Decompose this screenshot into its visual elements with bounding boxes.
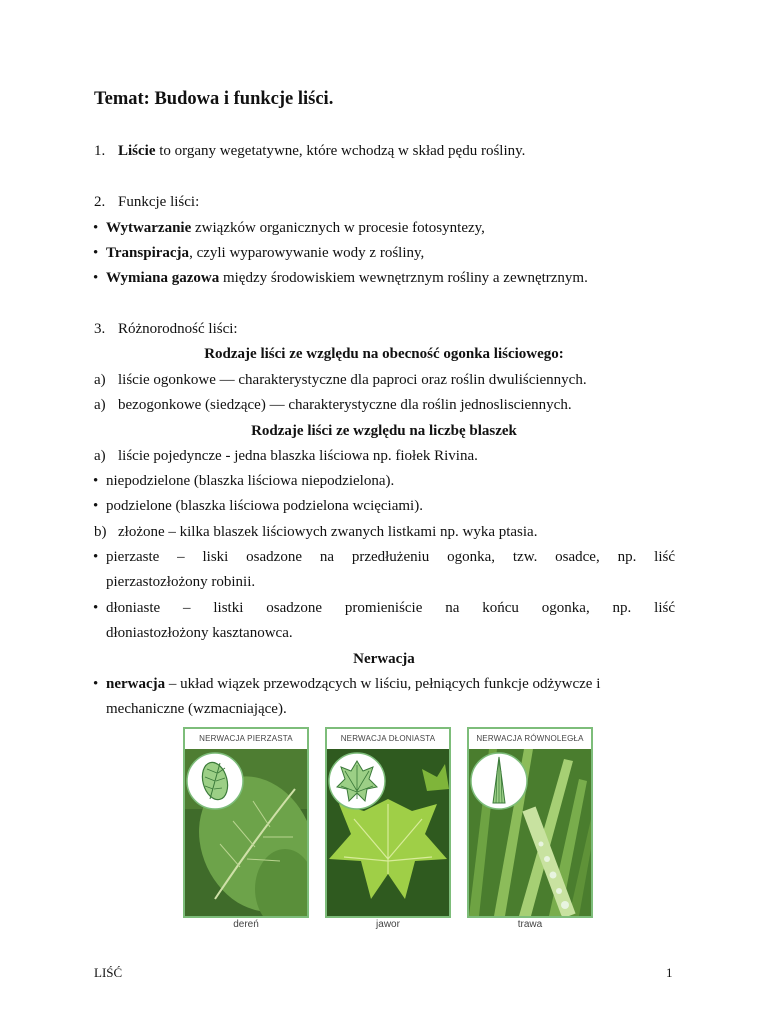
card-caption: jawor (376, 919, 400, 930)
venation-card-palmate (325, 727, 451, 918)
list-item (106, 219, 485, 237)
bold-term: nerwacja (106, 676, 166, 692)
text-run: to organy wegetatywne, które wchodzą w skład pędu rośliny. (155, 143, 526, 159)
card-label: NERWACJA PIERZASTA (199, 734, 293, 743)
bold-term: Transpiracja (106, 245, 190, 261)
bullet: • (93, 245, 99, 261)
section-1-text (118, 142, 525, 160)
list-marker: a) (94, 448, 106, 464)
subheading-blades: Rodzaje liści ze względu na liczbę blaszek (251, 423, 517, 439)
bullet: • (93, 676, 99, 692)
card-caption: trawa (517, 919, 543, 930)
bullet: • (93, 498, 99, 514)
footer-label: LIŚĆ (94, 965, 123, 980)
bullet: • (93, 220, 99, 236)
list-item-line: pierzaste – liski osadzone na przedłużeniu ogonka, tzw. osadce, np. liść (106, 549, 675, 565)
text-run: , czyli wyparowywanie wody z rośliny, (189, 245, 425, 261)
bullet: • (93, 270, 99, 286)
text-run: między środowiskiem wewnętrznym rośliny a zewnętrznym. (219, 270, 588, 286)
section-2-heading: Funkcje liści: (118, 194, 200, 210)
list-marker: a) (94, 397, 106, 413)
list-item-line: mechaniczne (wzmacniające). (106, 701, 287, 717)
section-3-number: 3. (94, 321, 106, 337)
text-run: – układ wiązek przewodzących w liściu, pełniących funkcje odżywcze i (165, 676, 601, 692)
list-item: podzielone (blaszka liściowa podzielona wcięciami). (106, 498, 423, 514)
subheading-petiole: Rodzaje liści ze względu na obecność ogonka liściowego: (204, 346, 564, 362)
card-photo (185, 749, 307, 916)
card-photo (327, 749, 449, 916)
list-marker: b) (94, 524, 107, 540)
list-item: liście pojedyncze - jedna blaszka liściowa np. fiołek Rivina. (118, 448, 478, 464)
section-3-heading: Różnorodność liści: (118, 321, 238, 337)
page-title: Temat: Budowa i funkcje liści. (94, 89, 334, 109)
list-item-line: dłoniastozłożony kasztanowca. (106, 625, 293, 641)
list-item-line: pierzastozłożony robinii. (106, 574, 256, 590)
list-item: niepodzielone (blaszka liściowa niepodzielona). (106, 473, 395, 489)
venation-card-parallel (467, 727, 593, 918)
card-photo (469, 749, 591, 916)
list-item: złożone – kilka blaszek liściowych zwanych listkami np. wyka ptasia. (118, 524, 538, 540)
list-item (106, 244, 424, 262)
section-1-number: 1. (94, 143, 106, 159)
bold-term: Wytwarzanie (106, 220, 192, 236)
list-item-line (106, 675, 600, 693)
bold-term: Wymiana gazowa (106, 270, 220, 286)
bullet: • (93, 473, 99, 489)
card-label: NERWACJA DŁONIASTA (340, 734, 436, 743)
subheading-venation: Nerwacja (353, 651, 415, 667)
bullet: • (93, 600, 99, 616)
text-run: związków organicznych w procesie fotosyntezy, (191, 220, 485, 236)
list-item (106, 269, 588, 287)
bullet: • (93, 549, 99, 565)
list-marker: a) (94, 372, 106, 388)
list-item: liście ogonkowe — charakterystyczne dla paproci oraz roślin dwuliściennych. (118, 372, 587, 388)
bold-term: Liście (118, 143, 156, 159)
section-2-number: 2. (94, 194, 106, 210)
venation-card-pinnate (183, 727, 309, 918)
list-item: bezogonkowe (siedzące) — charakterystyczne dla roślin jednoslisciennych. (118, 397, 572, 413)
card-label: NERWACJA RÓWNOLEGŁA (476, 734, 584, 743)
list-item-line: dłoniaste – listki osadzone promieniście na końcu ogonka, np. liść (106, 600, 675, 616)
page-number: 1 (666, 965, 673, 980)
card-caption: dereń (233, 919, 259, 930)
